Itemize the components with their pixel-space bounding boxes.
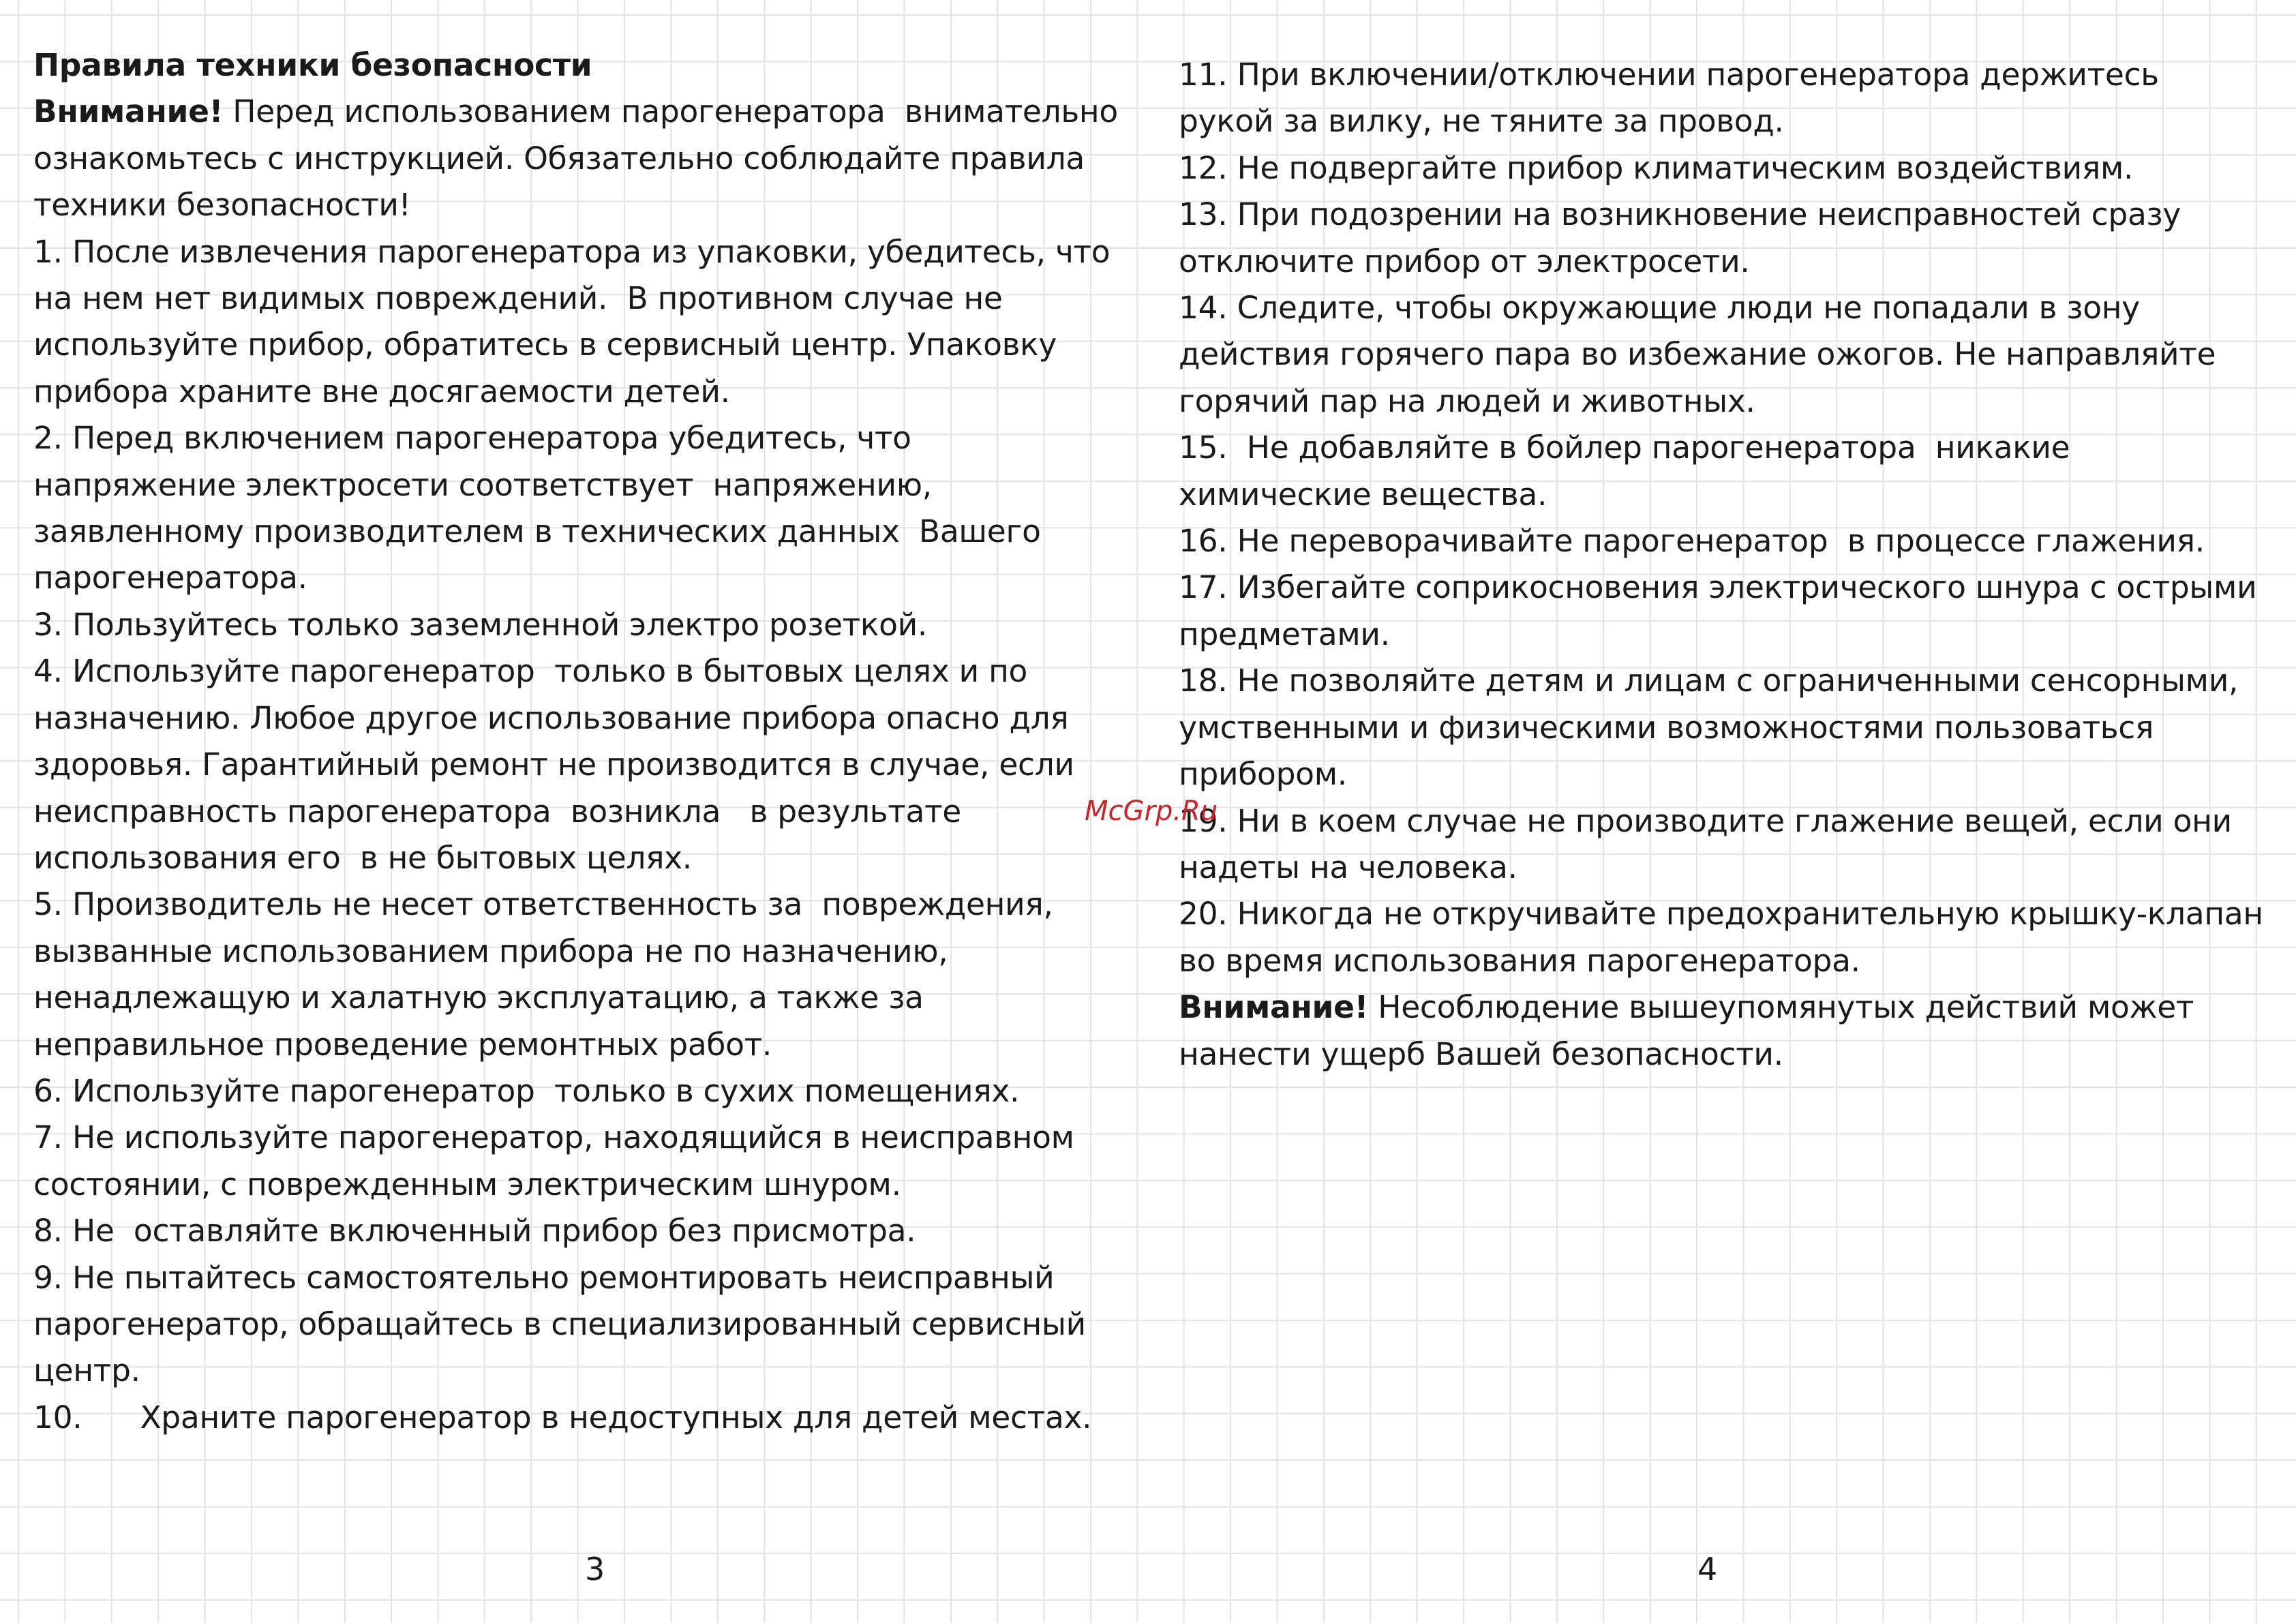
rule-item: 16. Не переворачивайте парогенератор в процессе глажения. bbox=[1179, 523, 2205, 560]
page-number-left: 3 bbox=[585, 1551, 605, 1588]
page-title: Правила техники безопасности bbox=[33, 47, 592, 83]
rule-item: 13. При подозрении на возникновение неисправностей сразу отключите прибор от электросети. bbox=[1179, 196, 2181, 279]
rule-item: 10. Храните парогенератор в недоступных для детей местах. bbox=[33, 1399, 1092, 1436]
rule-item: 8. Не оставляйте включенный прибор без присмотра. bbox=[33, 1213, 916, 1249]
rule-item: 20. Никогда не откручивайте предохранительную крышку-клапан во время использования парогенератора. bbox=[1179, 896, 2263, 979]
left-page bbox=[33, 42, 1138, 1441]
rule-item: 4. Используйте парогенератор только в бытовых целях и по назначению. Любое другое использование прибора опасно для здоровья. Гарантийный ремонт не производится в случае, если неисправность парогенератора возникла в результате использования его в не бытовых целях. bbox=[33, 653, 1074, 876]
warning-paragraph bbox=[33, 89, 1138, 228]
right-page bbox=[1179, 52, 2283, 1078]
warning-label: Внимание! bbox=[1179, 989, 1369, 1026]
warning-label: Внимание! bbox=[33, 93, 224, 130]
rule-item: 14. Следите, чтобы окружающие люди не попадали в зону действия горячего пара во избежание ожогов. Не направляйте горячий пар на людей и животных. bbox=[1179, 290, 2216, 419]
rule-item: 9. Не пытайтесь самостоятельно ремонтировать неисправный парогенератор, обращайтесь в специализированный сервисный центр. bbox=[33, 1259, 1086, 1389]
warning-text: Несоблюдение вышеупомянутых действий может нанести ущерб Вашей безопасности. bbox=[1179, 989, 2194, 1072]
rule-item: 7. Не используйте парогенератор, находящийся в неисправном состоянии, с поврежденным электрическим шнуром. bbox=[33, 1119, 1074, 1202]
rule-item: 3. Пользуйтесь только заземленной электро розеткой. bbox=[33, 606, 928, 643]
rule-item: 17. Избегайте соприкосновения электрического шнура с острыми предметами. bbox=[1179, 569, 2257, 652]
rule-item: 11. При включении/отключении парогенератора держитесь рукой за вилку, не тяните за провод. bbox=[1179, 57, 2159, 140]
rule-item: 2. Перед включением парогенератора убедитесь, что напряжение электросети соответствует напряжению, заявленному производителем в технических данных Вашего парогенератора. bbox=[33, 420, 1041, 596]
warning-text: Перед использованием парогенератора внимательно ознакомьтесь с инструкцией. Обязательно соблюдайте правила техники безопасности! bbox=[33, 93, 1118, 224]
rule-item: 1. После извлечения парогенератора из упаковки, убедитесь, что на нем нет видимых повреждений. В противном случае не используйте прибор, обратитесь в сервисный центр. Упаковку прибора храните вне досягаемости детей. bbox=[33, 233, 1111, 410]
warning-paragraph bbox=[1179, 984, 2283, 1078]
rule-item: 5. Производитель не несет ответственность за повреждения, вызванные использованием прибора не по назначению, ненадлежащую и халатную эксплуатацию, а также за неправильное проведение ремонтных работ. bbox=[33, 886, 1053, 1063]
rule-item: 12. Не подвергайте прибор климатическим воздействиям. bbox=[1179, 149, 2134, 186]
rule-item: 15. Не добавляйте в бойлер парогенератора никакие химические вещества. bbox=[1179, 429, 2070, 513]
watermark: McGrp.Ru bbox=[1085, 795, 1218, 827]
rule-item: 6. Используйте парогенератор только в сухих помещениях. bbox=[33, 1072, 1020, 1109]
rule-item: 18. Не позволяйте детям и лицам с ограниченными сенсорными, умственными и физическими возможностями пользоваться прибором. bbox=[1179, 663, 2239, 793]
rule-item: 19. Ни в коем случае не производите глажение вещей, если они надеты на человека. bbox=[1179, 802, 2232, 885]
page-number-right: 4 bbox=[1697, 1551, 1718, 1588]
